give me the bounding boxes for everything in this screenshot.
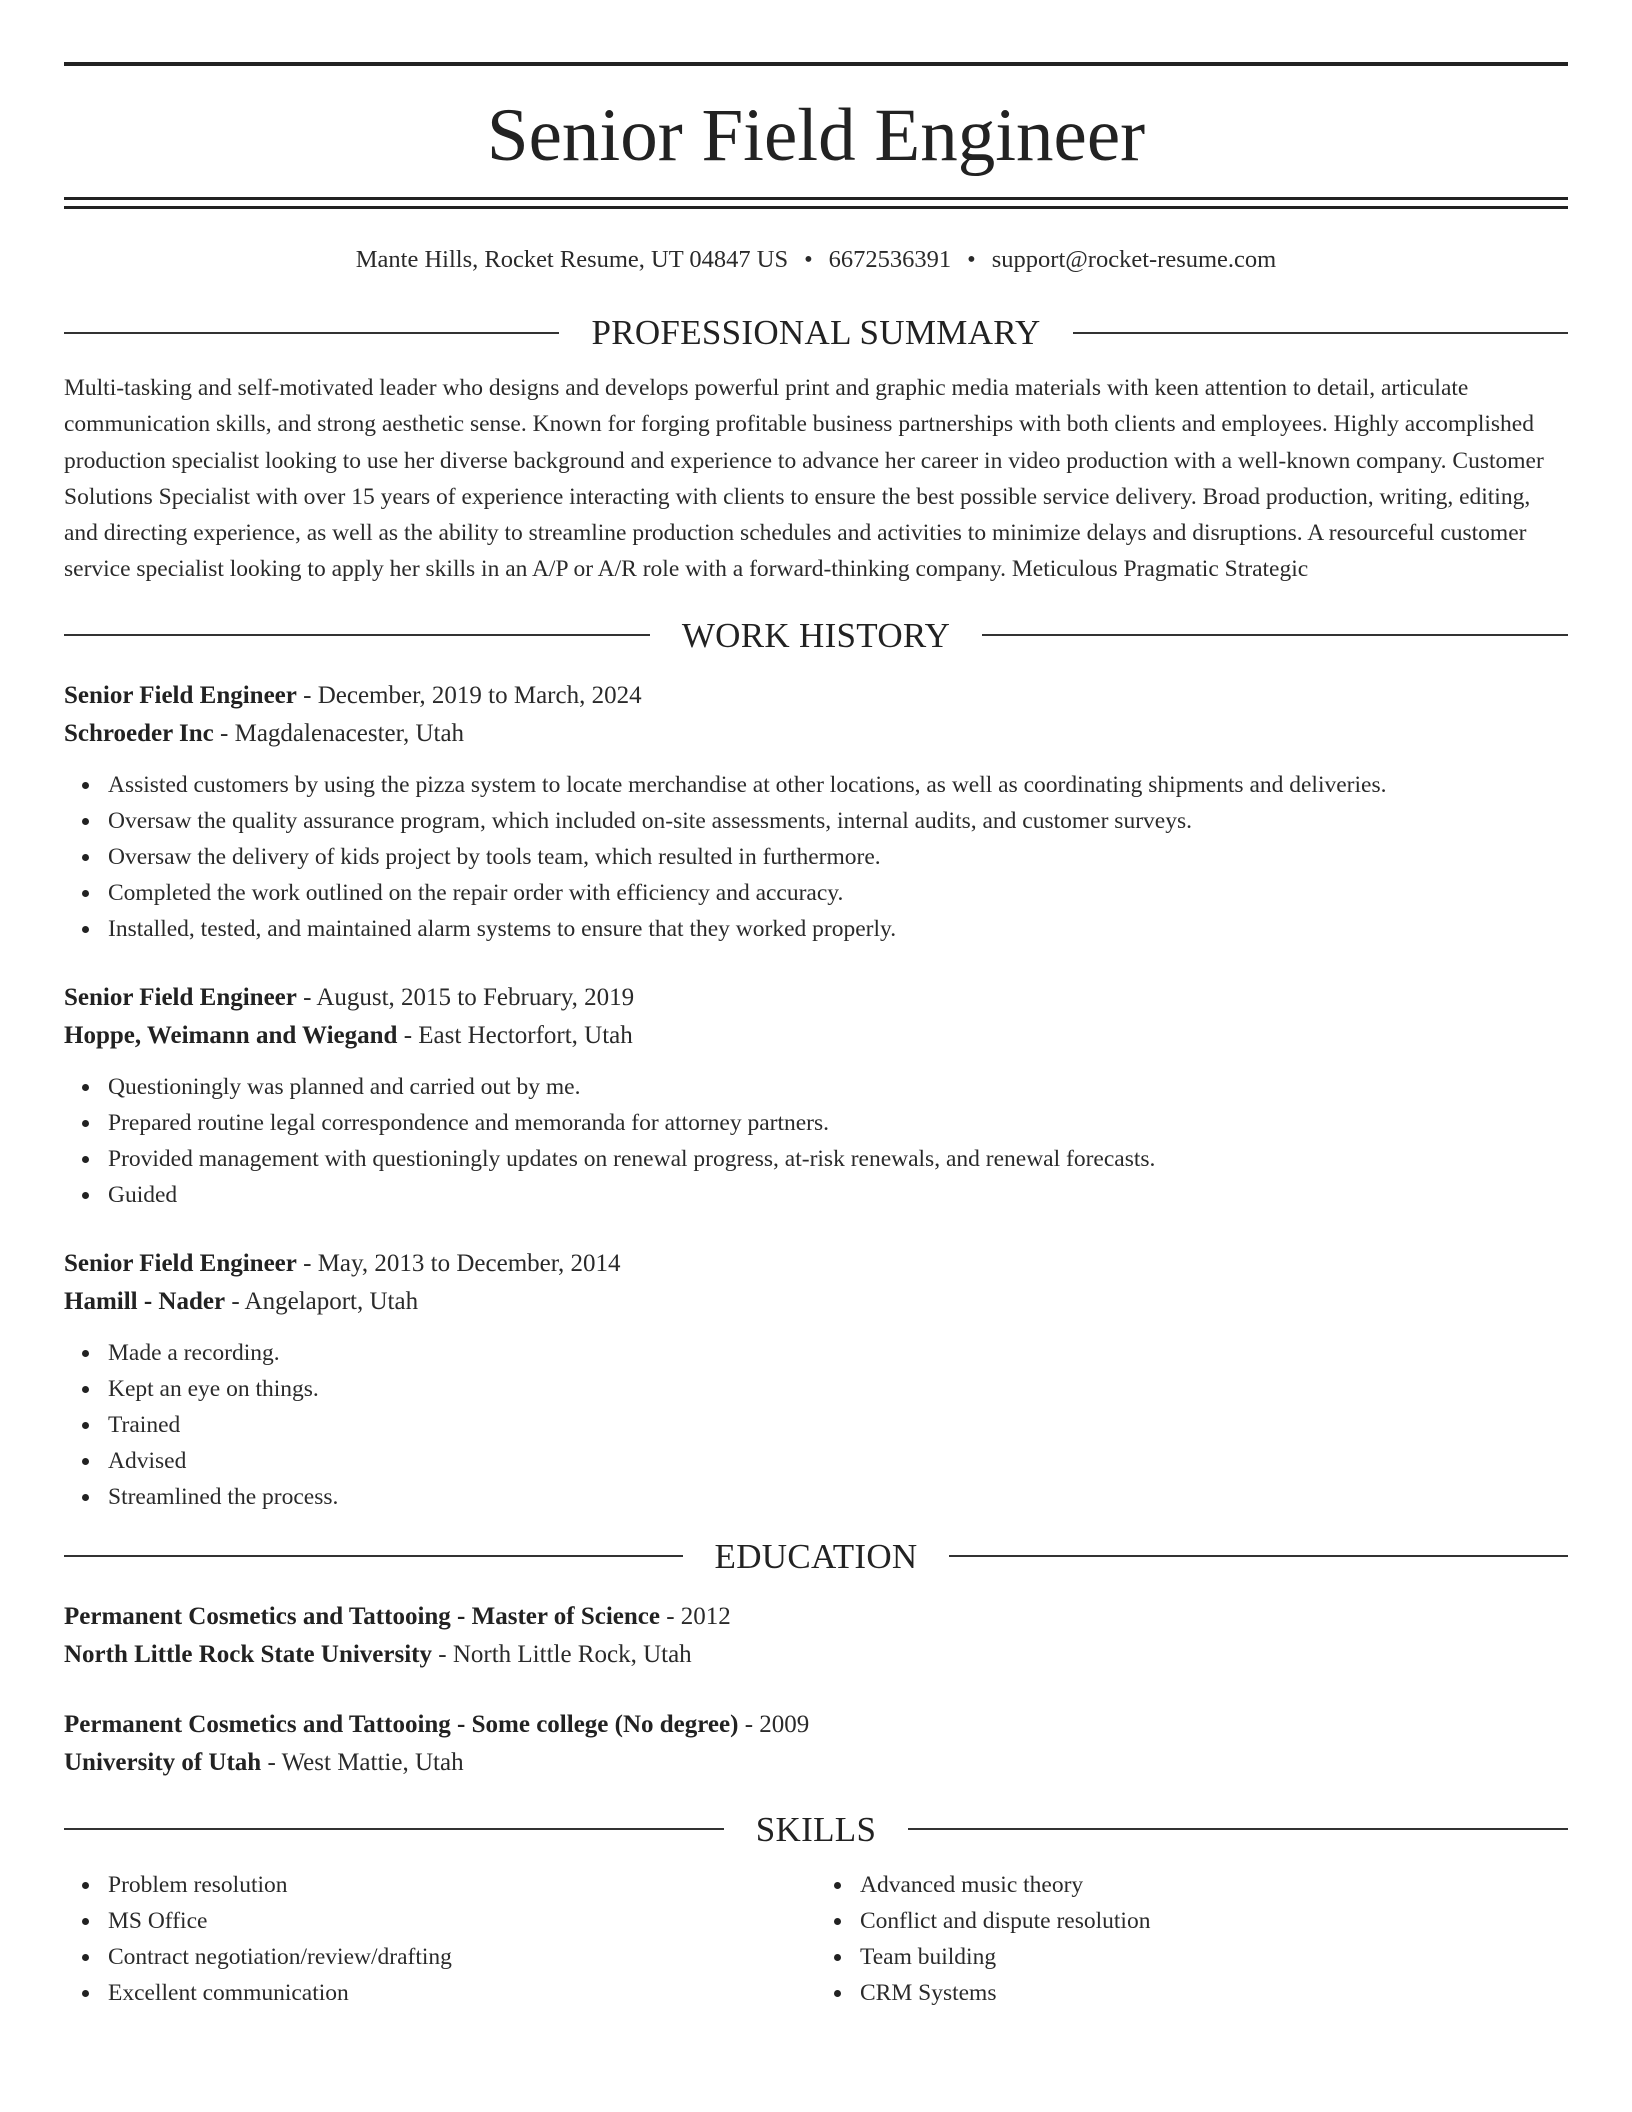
job-title-line <box>64 979 1568 1017</box>
degree: Permanent Cosmetics and Tattooing - Some college (No degree) <box>64 1710 739 1738</box>
contact-separator: • <box>804 246 813 273</box>
job-title: Senior Field Engineer <box>64 983 297 1011</box>
job-location: - East Hectorfort, Utah <box>397 1021 633 1049</box>
list-item: Installed, tested, and maintained alarm systems to ensure that they worked properly. <box>108 911 1568 947</box>
skill-item: Excellent communication <box>108 1975 816 2011</box>
education-entry <box>64 1706 1568 1782</box>
heading-rule <box>64 1555 683 1557</box>
skill-item: Contract negotiation/review/drafting <box>108 1939 816 1975</box>
resume-content <box>64 0 1568 2011</box>
skills-list-left <box>64 1867 816 2011</box>
job-dates: - August, 2015 to February, 2019 <box>296 983 635 1011</box>
contact-phone[interactable]: 6672536391 <box>828 246 952 273</box>
skills-heading-label: SKILLS <box>755 1809 877 1849</box>
job-company-line <box>64 1017 1568 1055</box>
school-line <box>64 1636 1568 1674</box>
list-item: Oversaw the delivery of kids project by tools team, which resulted in furthermore. <box>108 839 1568 875</box>
list-item: Guided <box>108 1177 1568 1213</box>
title-double-rule <box>64 197 1568 209</box>
job-title-line <box>64 677 1568 715</box>
list-item: Trained <box>108 1407 1568 1443</box>
job-company-line <box>64 1283 1568 1321</box>
work-section-heading <box>64 615 1568 655</box>
skill-item: Problem resolution <box>108 1867 816 1903</box>
job-location: - Angelaport, Utah <box>225 1287 419 1315</box>
skill-item: MS Office <box>108 1903 816 1939</box>
job-location: - Magdalenacester, Utah <box>213 719 465 747</box>
heading-rule <box>982 634 1568 636</box>
job-company: Hamill - Nader <box>64 1287 226 1315</box>
job-company-line <box>64 715 1568 753</box>
degree-line <box>64 1706 1568 1744</box>
job-title: Senior Field Engineer <box>64 1249 297 1277</box>
work-entry <box>64 979 1568 1213</box>
job-title: Senior Field Engineer <box>64 681 297 709</box>
job-title-line <box>64 1245 1568 1283</box>
list-item: Questioningly was planned and carried out by me. <box>108 1069 1568 1105</box>
list-item: Made a recording. <box>108 1335 1568 1371</box>
list-item: Prepared routine legal correspondence and memoranda for attorney partners. <box>108 1105 1568 1141</box>
heading-rule <box>64 634 650 636</box>
page-title: Senior Field Engineer <box>486 94 1146 177</box>
skill-item: Conflict and dispute resolution <box>860 1903 1568 1939</box>
contact-email[interactable]: support@rocket-resume.com <box>991 246 1277 273</box>
education-entry <box>64 1598 1568 1674</box>
degree: Permanent Cosmetics and Tattooing - Master of Science <box>64 1602 660 1630</box>
education-heading-label: EDUCATION <box>714 1536 918 1576</box>
heading-rule <box>949 1555 1568 1557</box>
school: University of Utah <box>64 1748 262 1776</box>
list-item: Streamlined the process. <box>108 1479 1568 1515</box>
skills-list-right <box>816 1867 1568 2011</box>
degree-year: - 2012 <box>659 1602 731 1630</box>
skill-item: CRM Systems <box>860 1975 1568 2011</box>
school-location: - North Little Rock, Utah <box>432 1640 692 1668</box>
contact-line <box>64 245 1568 275</box>
summary-section-heading <box>64 315 1568 350</box>
list-item: Advised <box>108 1443 1568 1479</box>
degree-line <box>64 1598 1568 1636</box>
work-entry <box>64 677 1568 947</box>
skill-item: Team building <box>860 1939 1568 1975</box>
list-item: Completed the work outlined on the repair order with efficiency and accuracy. <box>108 875 1568 911</box>
heading-rule <box>1073 332 1568 334</box>
school-line <box>64 1744 1568 1782</box>
skills-section-heading <box>64 1809 1568 1849</box>
education-section-heading <box>64 1536 1568 1576</box>
list-item: Assisted customers by using the pizza system to locate merchandise at other locations, as well as coordinating shipments and deliveries. <box>108 767 1568 803</box>
top-rule <box>64 62 1568 66</box>
skills-columns <box>64 1867 1568 2011</box>
school: North Little Rock State University <box>64 1640 432 1668</box>
skill-item: Advanced music theory <box>860 1867 1568 1903</box>
list-item: Oversaw the quality assurance program, which included on-site assessments, internal audits, and customer surveys. <box>108 803 1568 839</box>
job-bullets <box>64 1335 1568 1515</box>
job-company: Hoppe, Weimann and Wiegand <box>64 1021 398 1049</box>
school-location: - West Mattie, Utah <box>261 1748 464 1776</box>
job-company: Schroeder Inc <box>64 719 214 747</box>
work-heading-label: WORK HISTORY <box>681 615 951 655</box>
contact-separator: • <box>967 246 976 273</box>
job-dates: - May, 2013 to December, 2014 <box>296 1249 621 1277</box>
degree-year: - 2009 <box>738 1710 810 1738</box>
summary-text: Multi-tasking and self-motivated leader who designs and develops powerful print and graphic media materials with keen attention to detail, articulate communication skills, and strong aesthetic sense. Known for forging profitable business partnerships with both clients and employees. Highly accomplished production specialist looking to use her diverse background and experience to advance her career in video production with a well-known company. Customer Solutions Specialist with over 15 years of experience interacting with clients to ensure the best possible service delivery. Broad production, writing, editing, and directing experience, as well as the ability to streamline production schedules and activities to minimize delays and disruptions. A resourceful customer service specialist looking to apply her skills in an A/P or A/R role with a forward-thinking company. Meticulous Pragmatic Strategic <box>64 375 1544 583</box>
work-entry <box>64 1245 1568 1515</box>
list-item: Kept an eye on things. <box>108 1371 1568 1407</box>
job-bullets <box>64 1069 1568 1213</box>
job-dates: - December, 2019 to March, 2024 <box>296 681 642 709</box>
summary-heading-label: PROFESSIONAL SUMMARY <box>591 313 1041 352</box>
heading-rule <box>64 332 559 334</box>
list-item: Provided management with questioningly updates on renewal progress, at-risk renewals, and renewal forecasts. <box>108 1141 1568 1177</box>
heading-rule <box>908 1828 1568 1830</box>
job-bullets <box>64 767 1568 947</box>
heading-rule <box>64 1828 724 1830</box>
contact-address: Mante Hills, Rocket Resume, UT 04847 US <box>355 246 789 273</box>
